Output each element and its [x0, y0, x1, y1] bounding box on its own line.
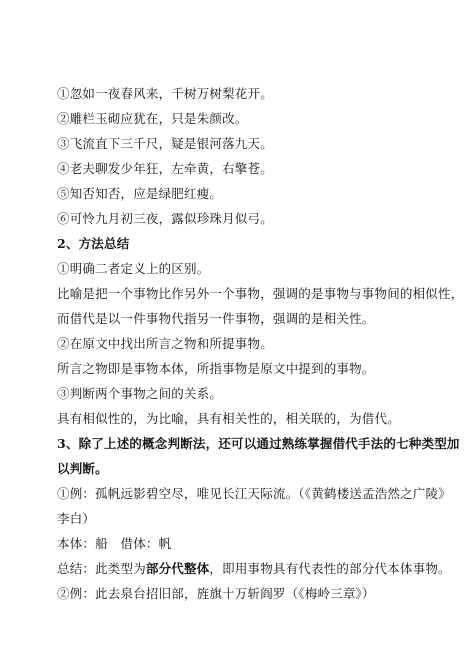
example-line-1: ①忽如一夜春风来，千树万树梨花开。	[57, 86, 273, 101]
step-3-title: ③判断两个事物之间的关系。	[57, 386, 223, 401]
step-3-body-line-1: 具有相似性的，为比喻，具有相关性的，相关联的，为借代。	[57, 411, 400, 426]
step-1-title: ①明确二者定义上的区别。	[57, 261, 210, 276]
example-line-4: ④老夫聊发少年狂，左牵黄，右擎苍。	[57, 161, 273, 176]
example-line-2: ②雕栏玉砌应犹在，只是朱颜改。	[57, 111, 248, 126]
example-line-3: ③飞流直下三千尺，疑是银河落九天。	[57, 136, 273, 151]
summary-prefix: 总结：此类型为	[57, 561, 146, 576]
section-3-heading-line-2: 以判断。	[57, 461, 108, 476]
example-line-6: ⑥可怜九月初三夜，露似珍珠月似弓。	[57, 211, 273, 226]
step-1-body-line-1: 比喻是把一个事物比作另外一个事物，强调的是事物与事物间的相似性，	[57, 286, 464, 301]
example-line-5: ⑤知否知否，应是绿肥红瘦。	[57, 186, 223, 201]
step-2-title: ②在原文中找出所言之物和所提事物。	[57, 336, 273, 351]
summary-suffix: ，即用事物具有代表性的部分代本体事物。	[209, 561, 451, 576]
example-1-line-2: 李白）	[57, 511, 96, 526]
section-2-heading: 2、方法总结	[57, 236, 130, 251]
step-1-body-line-2: 而借代是以一件事物代指另一件事物，强调的是相关性。	[57, 311, 375, 326]
step-2-body-line-1: 所言之物即是事物本体，所指事物是原文中提到的事物。	[57, 361, 375, 376]
section-3-heading-line-1: 3、除了上述的概念判断法，还可以通过熟练掌握借代手法的七种类型加	[57, 436, 460, 451]
summary-emphasis: 部分代整体	[145, 561, 210, 576]
example-1-summary	[57, 561, 451, 577]
example-1-tenor-vehicle: 本体：船 借体：帆	[57, 536, 172, 551]
example-2-line-1: ②例：此去泉台招旧部，旌旗十万斩阎罗（《梅岭三章》）	[57, 586, 375, 601]
example-1-line-1: ①例：孤帆远影碧空尽，唯见长江天际流。（《黄鹤楼送孟浩然之广陵》	[57, 486, 451, 501]
